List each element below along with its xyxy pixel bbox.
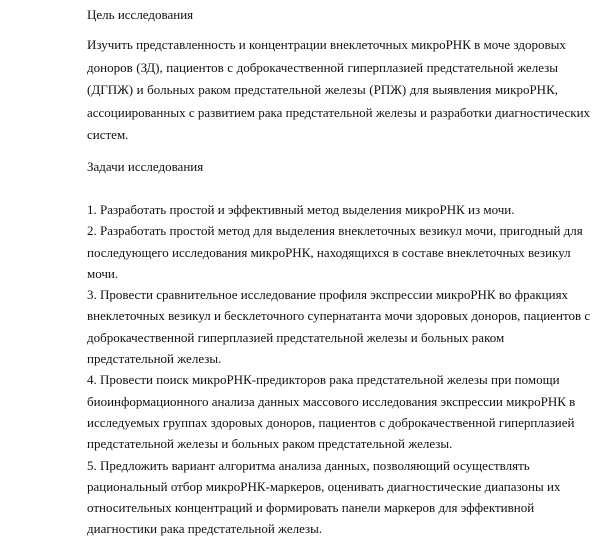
tasks-heading: Задачи исследования: [87, 159, 204, 174]
task-line: последующего исследования микроРНК, находящихся в составе внеклеточных везикул: [87, 244, 571, 260]
goal-heading: Цель исследования: [87, 7, 194, 22]
goal-paragraph: [87, 34, 591, 147]
task-line: доброкачественной гиперплазией предстательной железы и больных раком: [87, 329, 505, 345]
task-line: 4. Провести поиск микроРНК-предикторов рака предстательной железы при помощи: [87, 372, 560, 388]
task-line: относительных концентраций и формировать панели маркеров для эффективной: [87, 500, 535, 516]
task-line: предстательной железы.: [87, 351, 222, 367]
goal-line: ассоциированных с развитием рака предстательной железы и разработки диагностических: [87, 104, 591, 120]
goal-line: (ДГПЖ) и больных раком предстательной железы (РПЖ) для выявления микроРНК,: [87, 82, 558, 97]
task-line: исследуемых группах здоровых доноров, пациентов с доброкачественной гиперплазией: [87, 414, 575, 430]
goal-line: Изучить представленность и концентрации внеклеточных микроРНК в моче здоровых: [87, 37, 566, 52]
task-line: 5. Предложить вариант алгоритма анализа данных, позволяющий осуществлять: [87, 457, 530, 473]
task-line: предстательной железы и больных раком предстательной железы.: [87, 436, 453, 452]
task-line: 1. Разработать простой и эффективный метод выделения микроРНК из мочи.: [87, 202, 515, 217]
tasks-list: [87, 199, 591, 540]
task-line: мочи.: [87, 265, 119, 281]
task-line: 2. Разработать простой метод для выделения внеклеточных везикул мочи, пригодный для: [87, 223, 583, 239]
goal-line: доноров (ЗД), пациентов с доброкачественной гиперплазией предстательной железы: [87, 59, 558, 75]
task-line: внеклеточных везикул и бесклеточного супернатанта мочи здоровых доноров, пациентов с: [87, 308, 591, 324]
task-line: биоинформационного анализа данных массового исследования экспрессии микроРНК в: [87, 393, 576, 409]
task-line: 3. Провести сравнительное исследование профиля экспрессии микроРНК во фракциях: [87, 287, 569, 303]
task-line: диагностики рака предстательной железы.: [87, 521, 323, 537]
goal-line: систем.: [87, 127, 129, 142]
task-line: рациональный отбор микроРНК-маркеров, оценивать диагностические диапазоны их: [87, 478, 561, 494]
